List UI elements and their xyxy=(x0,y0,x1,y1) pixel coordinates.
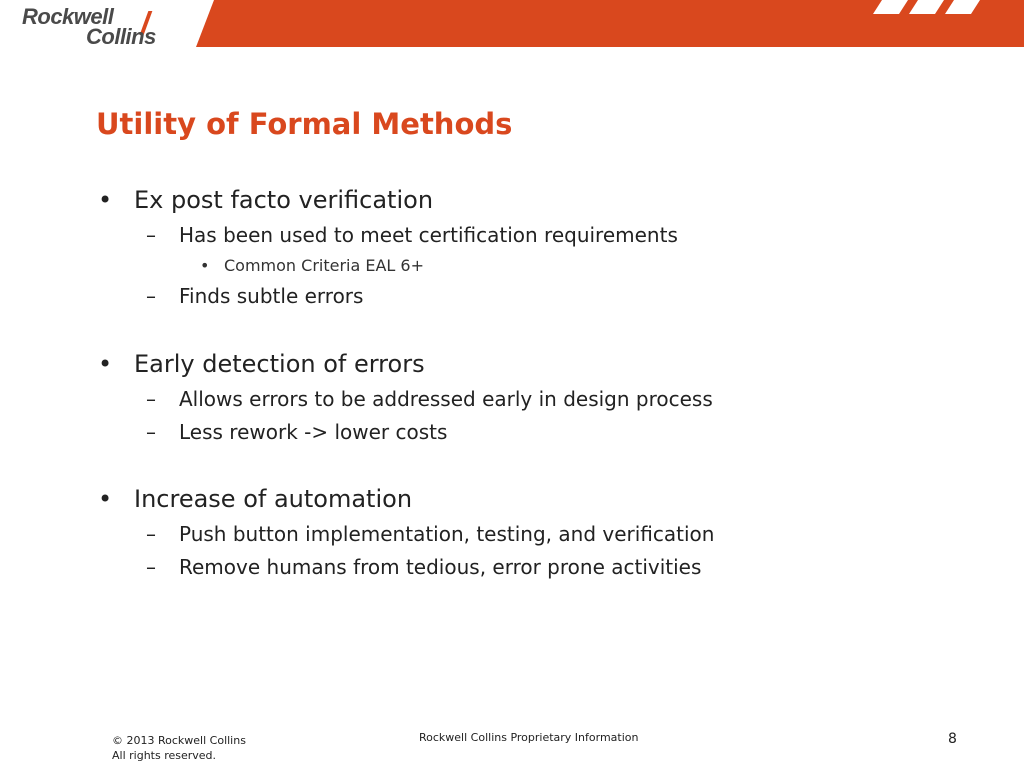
sub-bullet-text: Has been used to meet certification requirements xyxy=(179,223,678,247)
bullet-item xyxy=(98,350,425,378)
page-number: 8 xyxy=(948,731,957,747)
sub-sub-bullet-item xyxy=(200,256,424,275)
proprietary-notice: Rockwell Collins Proprietary Information xyxy=(419,731,639,744)
bullet-text: Ex post facto verification xyxy=(134,186,434,214)
sub-bullet-item xyxy=(146,555,701,579)
bullet-marker: • xyxy=(98,485,113,513)
slide-title: Utility of Formal Methods xyxy=(96,107,513,141)
dash-marker: – xyxy=(146,522,156,546)
copyright-text: © 2013 Rockwell Collins xyxy=(112,734,246,747)
bullet-item xyxy=(98,186,433,214)
sub-bullet-text: Allows errors to be addressed early in design process xyxy=(179,387,713,411)
bullet-marker: • xyxy=(98,186,113,214)
bullet-marker: • xyxy=(200,256,210,275)
sub-bullet-item xyxy=(146,223,678,247)
sub-bullet-item xyxy=(146,284,363,308)
bullet-text: Early detection of errors xyxy=(134,350,425,378)
dash-marker: – xyxy=(146,223,156,247)
bullet-text: Increase of automation xyxy=(134,485,413,513)
dash-marker: – xyxy=(146,387,156,411)
sub-sub-bullet-text: Common Criteria EAL 6+ xyxy=(224,256,425,275)
footer-copyright-block xyxy=(112,733,246,763)
dash-marker: – xyxy=(146,284,156,308)
logo-text-top: Rockwell xyxy=(22,4,114,29)
sub-bullet-text: Push button implementation, testing, and verification xyxy=(179,522,715,546)
sub-bullet-item xyxy=(146,522,714,546)
sub-bullet-text: Remove humans from tedious, error prone activities xyxy=(179,555,702,579)
bullet-item xyxy=(98,485,412,513)
rights-text: All rights reserved. xyxy=(112,749,217,762)
bullet-marker: • xyxy=(98,350,113,378)
dash-marker: – xyxy=(146,555,156,579)
dash-marker: – xyxy=(146,420,156,444)
sub-bullet-text: Less rework -> lower costs xyxy=(179,420,448,444)
sub-bullet-item xyxy=(146,387,713,411)
sub-bullet-item xyxy=(146,420,447,444)
sub-bullet-text: Finds subtle errors xyxy=(179,284,364,308)
logo-text-bottom: Collins xyxy=(86,24,156,49)
